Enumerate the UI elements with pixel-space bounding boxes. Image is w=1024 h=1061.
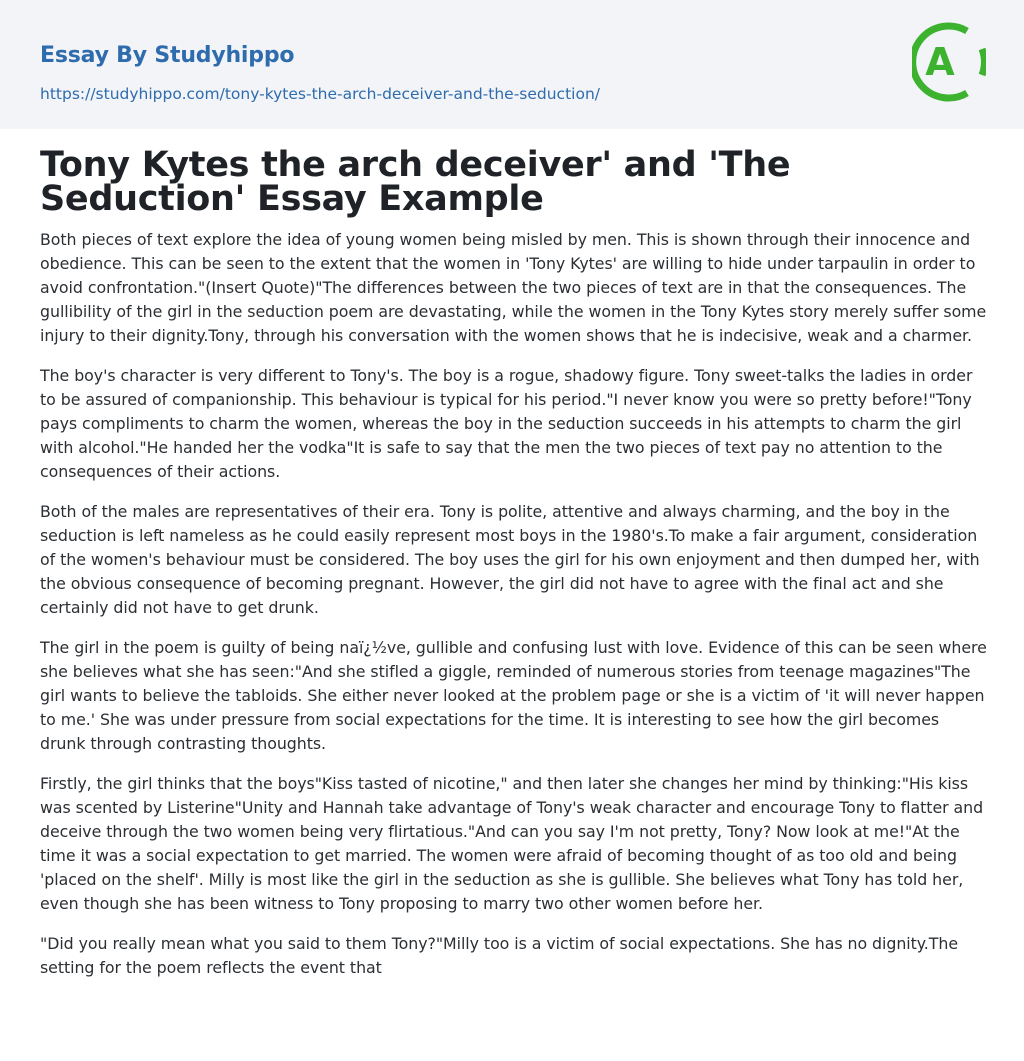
site-brand[interactable]: Essay By Studyhippo: [40, 43, 295, 68]
paragraph: Both pieces of text explore the idea of young women being misled by men. This is shown through their innocence and obedience. This can be seen to the extent that the women in 'Tony Kytes' are willing to hide under tarpaulin in order to avoid confrontation."(Insert Quote)"The differences between the two pieces of text are in that the consequences. The gullibility of the girl in the seduction poem are devastating, while the women in the Tony Kytes story merely suffer some injury to their dignity.Tony, through his conversation with the women shows that he is indecisive, weak and a charmer.: [40, 230, 987, 345]
paragraph: The girl in the poem is guilty of being naï¿½ve, gullible and confusing lust with love. Evidence of this can be seen where she believes what she has seen:"And she stifled a giggle, reminded of numerous stories from teenage magazines"The girl wants to believe the tabloids. She either never looked at the problem page or she is a victim of 'it will never happen to me.' She was under pressure from social expectations for the time. It is interesting to see how the girl becomes drunk through contrasting thoughts.: [40, 638, 987, 753]
logo-letter: A: [925, 40, 955, 84]
paragraph: Both of the males are representatives of their era. Tony is polite, attentive and always charming, and the boy in the seduction is left nameless as he could easily represent most boys in the 1980's.To make a fair argument, consideration of the women's behaviour must be considered. The boy uses the girl for his own enjoyment and then dumped her, with the obvious consequence of becoming pregnant. However, the girl did not have to agree with the final act and she certainly did not have to get drunk.: [40, 502, 980, 617]
paragraph: "Did you really mean what you said to them Tony?"Milly too is a victim of social expectations. She has no dignity.The setting for the poem reflects the event that: [40, 934, 959, 977]
article-body: [40, 228, 988, 996]
source-url-link[interactable]: https://studyhippo.com/tony-kytes-the-arch-deceiver-and-the-seduction/: [40, 85, 600, 103]
paragraph: Firstly, the girl thinks that the boys"Kiss tasted of nicotine," and then later she changes her mind by thinking:"His kiss was scented by Listerine"Unity and Hannah take advantage of Tony's weak character and encourage Tony to flatter and deceive through the two women being very flirtatious."And can you say I'm not pretty, Tony? Now look at me!"At the time it was a social expectation to get married. The women were afraid of becoming thought of as too old and being 'placed on the shelf'. Milly is most like the girl in the seduction as she is gullible. She believes what Tony has told her, even though she has been witness to Tony proposing to marry two other women before her.: [40, 774, 984, 913]
page-title: Tony Kytes the arch deceiver' and 'The Seduction' Essay Example: [40, 145, 791, 219]
paragraph: The boy's character is very different to Tony's. The boy is a rogue, shadowy figure. Tony sweet-talks the ladies in order to be assured of companionship. This behaviour is typical for his period."I never know you were so pretty before!"Tony pays compliments to charm the women, whereas the boy in the seduction succeeds in his attempts to charm the girl with alcohol."He handed her the vodka"It is safe to say that the men the two pieces of text pay no attention to the consequences of their actions.: [40, 366, 973, 481]
